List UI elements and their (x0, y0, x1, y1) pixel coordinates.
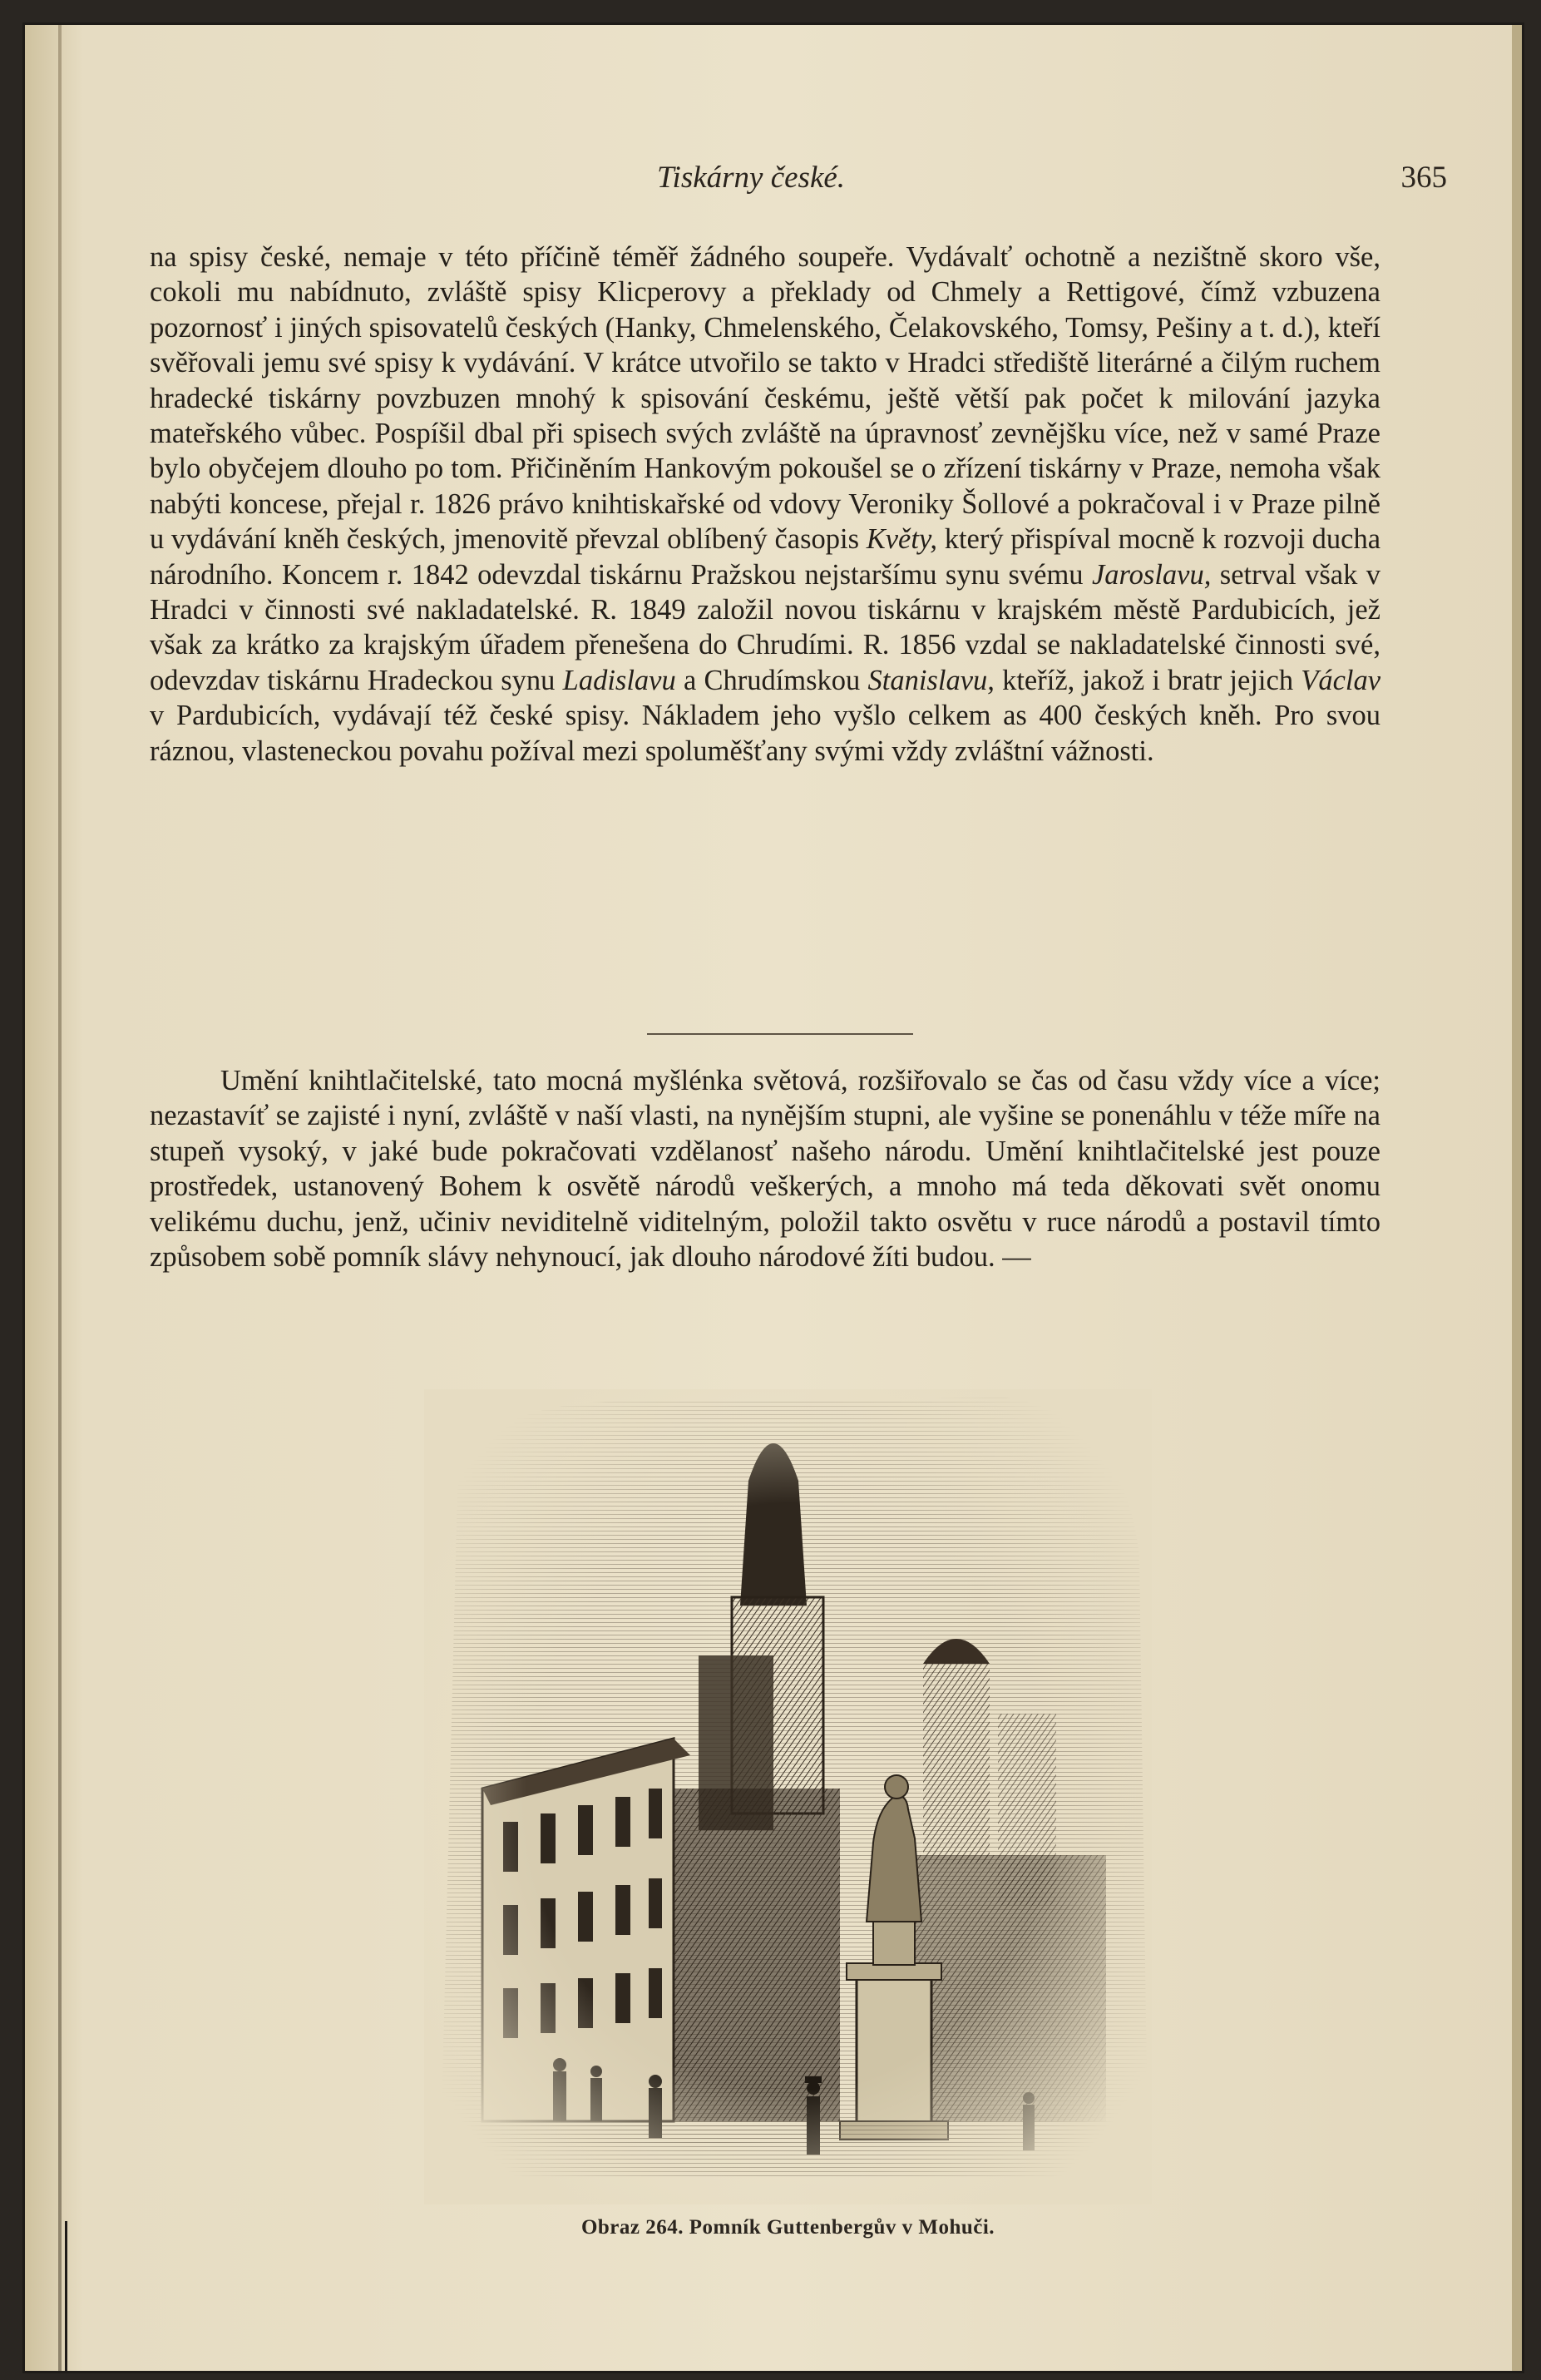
text-run: a Chrudímskou (683, 664, 861, 696)
book-page (25, 25, 1522, 2371)
text-run: kteříž, jakož i bratr jejich (1002, 664, 1294, 696)
text-run: v Pardubicích, vydávají též české spisy. Nákladem jeho vyšlo celkem as 400 českých kněh. Pro svou ráznou, vlasteneckou povahu požíval mezi spoluměšťany svými vždy zvláštní vážnosti. (150, 700, 1380, 767)
text-run: který přispíval mocně k rozvoji ducha národního. Koncem r. 1842 odevzdal tiskárnu Pražskou nejstaršímu synu svému (150, 523, 1381, 591)
figure-caption: Obraz 264. Pomník Guttenbergův v Mohuči. (580, 2216, 995, 2239)
italic-ladislav: Ladislavu (562, 664, 676, 696)
text-run: setrval však v Hradci v činnosti své nakladatelské. R. 1849 založil novou tiskárnu v krajském městě Pardubicích, jež však za krátko za krajským úřadem přenešena do Chrudími. R. 1856 vzdal se nakladatelské činnosti své, odevzdav tiskárnu Hradeckou synu (150, 558, 1380, 696)
paragraph-2: Umění knihtlačitelské, tato mocná myšlénka světová, rozšiřovalo se čas od času vždy více a více; nezastavíť se zajisté i nyní, zvláště v naší vlasti, na nynějším stupni, ale vyšine se ponenáhlu v téže míře na stupeň vysoký, v jaké bude pokračovati vzdělanosť našeho národu. Umění knihtlačitelské jest pouze prostředek, ustanovený Bohem k osvětě národů veškerých, a mnoho má teda děkovati svět onomu velikému duchu, jenž, učiniv neviditelně viditelným, položil takto osvětu v ruce národů a postavil tímto způsobem sobě pomník slávy nehynoucí, jak dlouho národové žíti budou. — (150, 1065, 1380, 1274)
monument-engraving (424, 1389, 1152, 2204)
page-header (150, 160, 1464, 201)
paragraph-1 (150, 240, 1380, 769)
page-scratch-mark (65, 2221, 67, 2371)
running-title: Tiskárny české. (657, 161, 846, 195)
italic-jaroslav: Jaroslavu, (1091, 558, 1212, 591)
italic-kvety: Květy, (866, 523, 937, 556)
italic-vaclav: Václav (1301, 664, 1381, 696)
page-number: 365 (1400, 161, 1447, 195)
engraving-illustration (424, 1389, 1152, 2204)
section-separator (647, 1033, 913, 1035)
text-run: na spisy české, nemaje v této příčině téměř žádného soupeře. Vydávalť ochotně a nezištně skoro vše, cokoli mu nabídnuto, zvláště spisy Klicperovy a překlady od Chmely a Rettigové, čímž vzbuzena pozornosť i jiných spisovatelů českých (Hanky, Chmelenského, Čelakovského, Tomsy, Pešiny a t. d.), kteří svěřovali jemu své spisy k vydávání. V krátce utvořilo se takto v Hradci střediště literárné a čilým ruchem hradecké tiskárny povzbuzen mnohý k spisování českému, ještě větší pak počet k milování jazyka mateřského vůbec. Pospíšil dbal při spisech svých zvláště na úpravnosť zevnějšku více, než v samé Praze bylo obyčejem dlouho po tom. Přičiněním Hankovým pokoušel se o zřízení tiskárny v Praze, nemoha však nabýti koncese, přejal r. 1826 právo knihtiskařské od vdovy Veroniky Šollové a pokračoval i v Praze pilně u vydávání kněh českých, jmenovitě převzal oblíbený časopis (150, 241, 1380, 556)
page-gutter (58, 25, 62, 2371)
italic-stanislav: Stanislavu, (867, 664, 995, 696)
page-edge (1512, 25, 1522, 2371)
